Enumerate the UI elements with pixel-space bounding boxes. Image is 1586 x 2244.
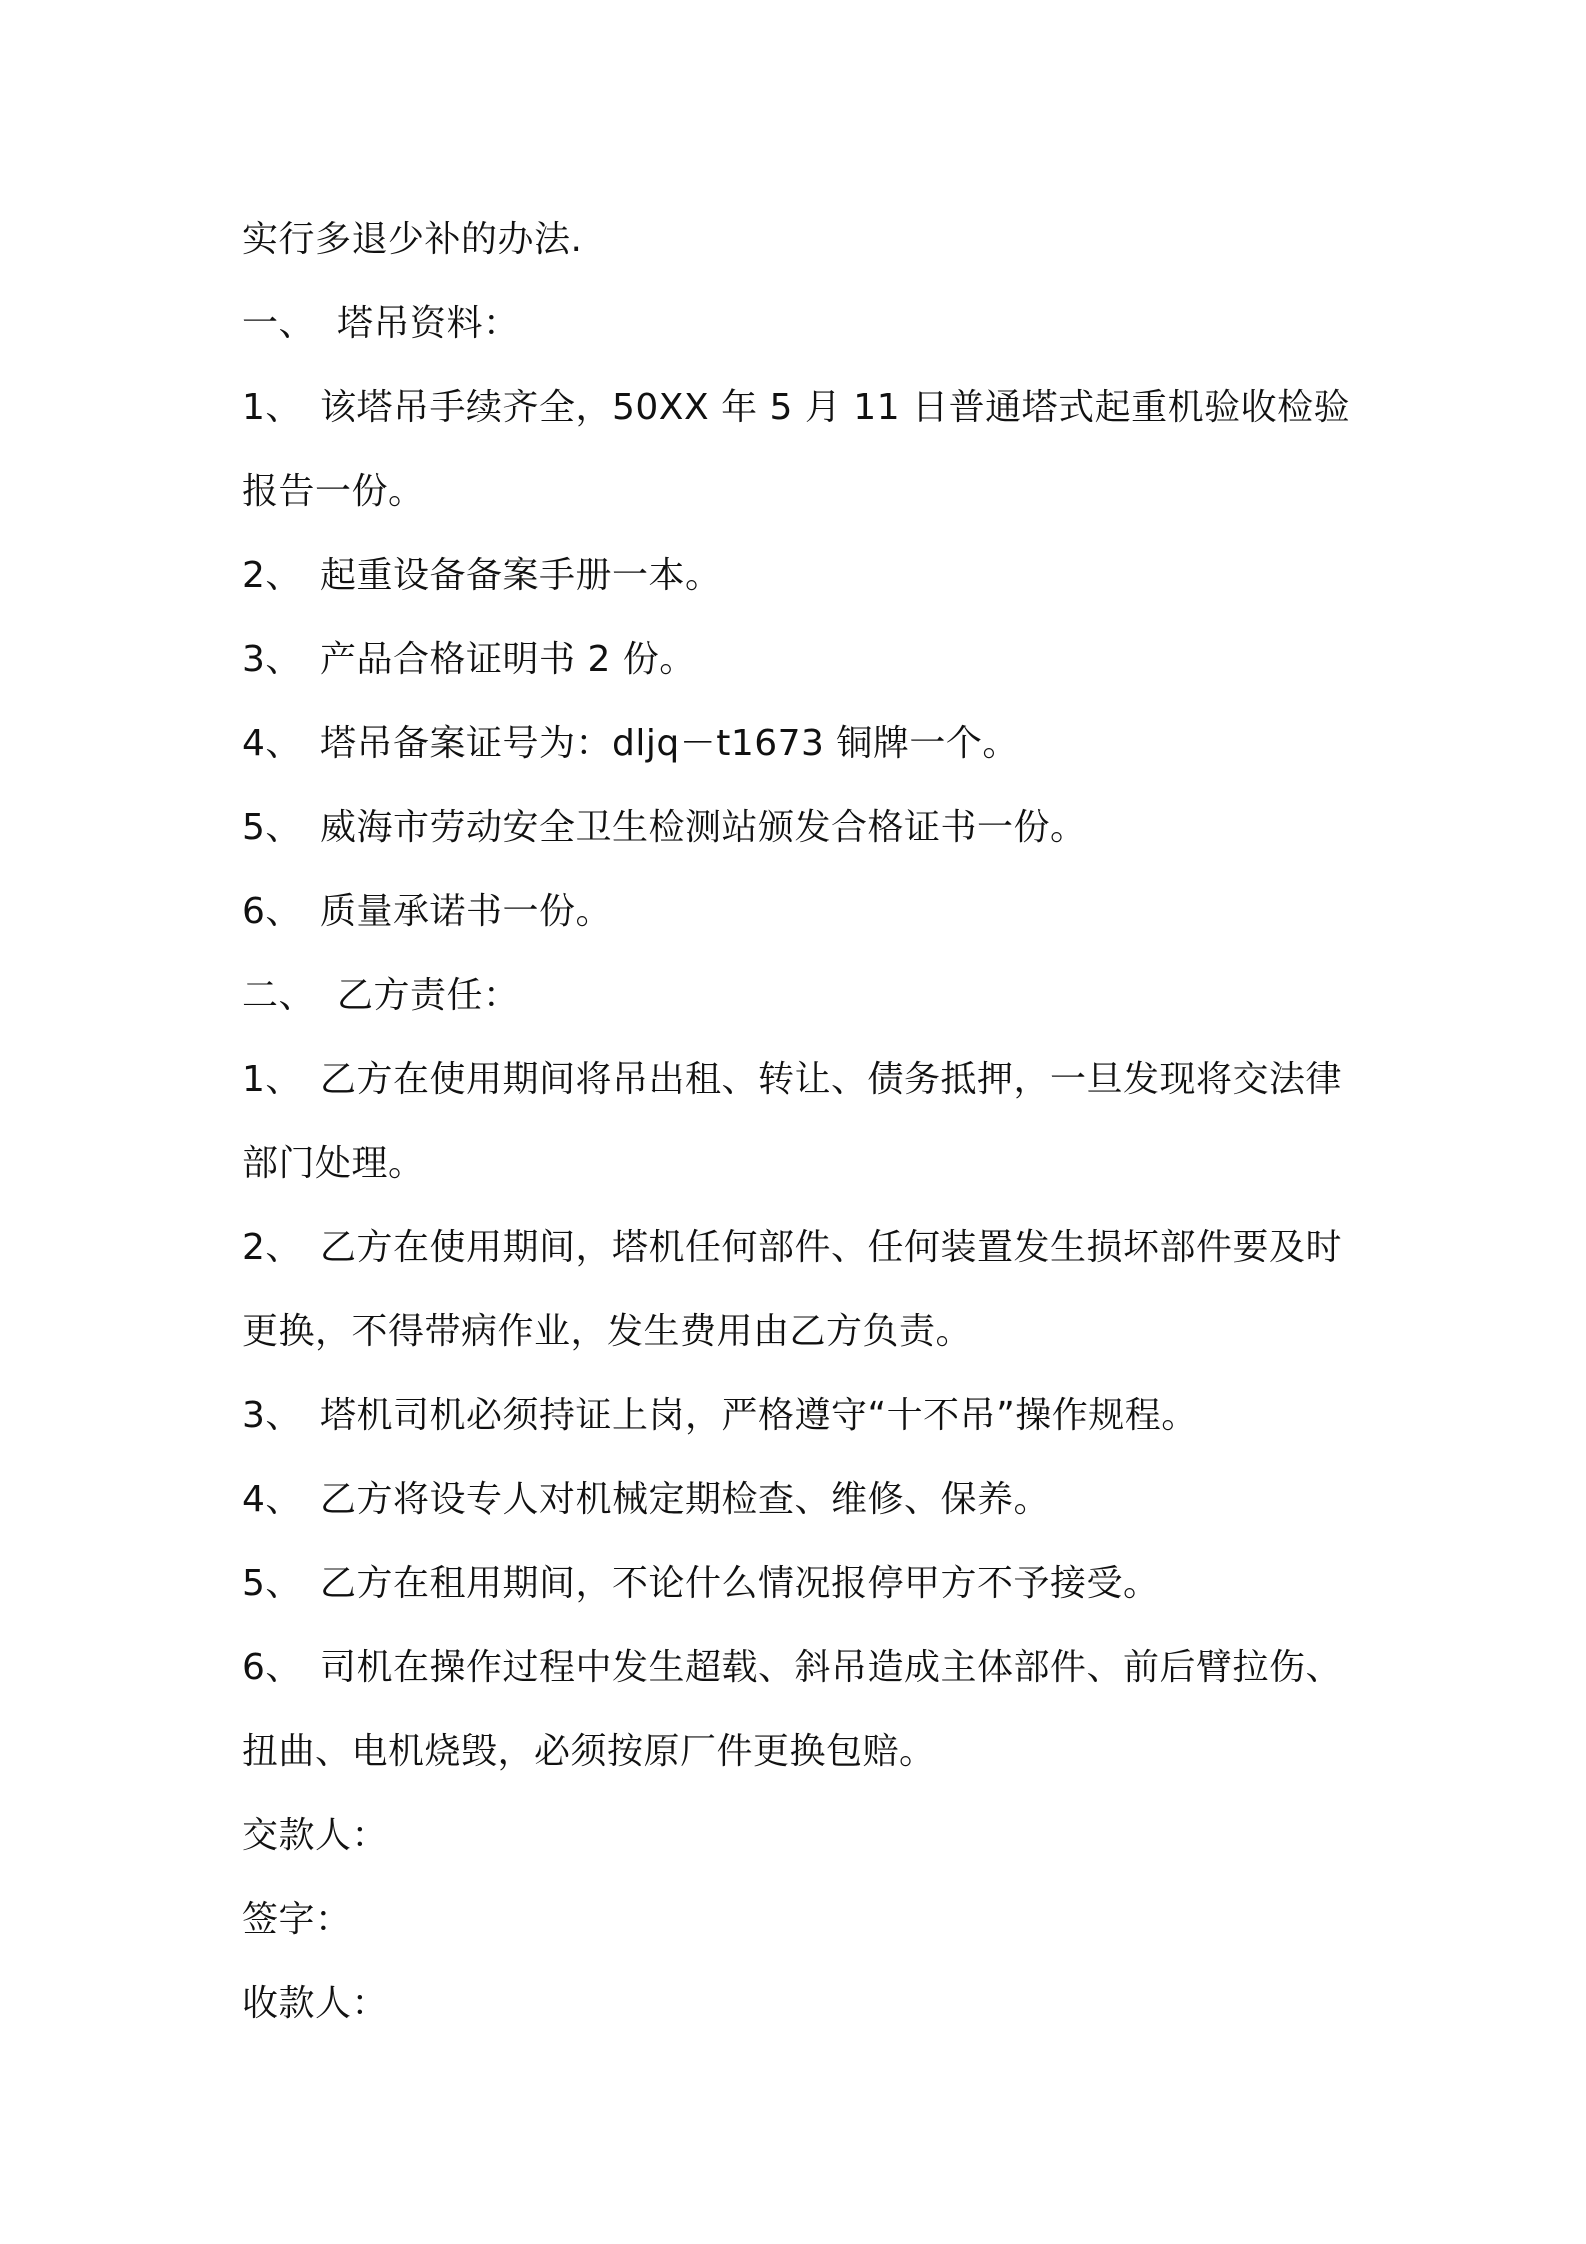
item-text: 起重设备备案手册一本。 xyxy=(320,555,722,596)
item-text: 产品合格证明书 2 份。 xyxy=(320,639,696,680)
item-number: 5、 xyxy=(242,1563,302,1604)
payee-label: 收款人： xyxy=(242,1983,389,2024)
item-text: 乙方在租用期间，不论什么情况报停甲方不予接受。 xyxy=(320,1563,1160,1604)
item-number: 2、 xyxy=(242,555,302,596)
section-title: 塔吊资料： xyxy=(337,303,520,344)
section-title: 乙方责任： xyxy=(337,975,520,1016)
list-item xyxy=(242,1206,1362,1290)
item-text: 该塔吊手续齐全，50XX 年 5 月 11 日普通塔式起重机验收检验 xyxy=(320,387,1351,428)
list-item xyxy=(242,618,1362,702)
item-number: 3、 xyxy=(242,639,302,680)
list-item-continuation: 扭曲、电机烧毁，必须按原厂件更换包赔。 xyxy=(242,1731,936,1772)
item-text: 司机在操作过程中发生超载、斜吊造成主体部件、前后臂拉伤、 xyxy=(320,1647,1343,1688)
item-number: 1、 xyxy=(242,387,302,428)
item-number: 6、 xyxy=(242,1647,302,1688)
item-text: 乙方在使用期间，塔机任何部件、任何装置发生损坏部件要及时 xyxy=(320,1227,1343,1268)
item-number: 4、 xyxy=(242,1479,302,1520)
item-number: 2、 xyxy=(242,1227,302,1268)
item-number: 6、 xyxy=(242,891,302,932)
list-item-continuation: 报告一份。 xyxy=(242,471,425,512)
item-text: 乙方将设专人对机械定期检查、维修、保养。 xyxy=(320,1479,1051,1520)
list-item-continuation: 部门处理。 xyxy=(242,1143,425,1184)
item-number: 4、 xyxy=(242,723,302,764)
list-item xyxy=(242,786,1362,870)
intro-text: 实行多退少补的办法. xyxy=(242,219,583,260)
item-text: 质量承诺书一份。 xyxy=(320,891,613,932)
item-text: 乙方在使用期间将吊出租、转让、债务抵押，一旦发现将交法律 xyxy=(320,1059,1343,1100)
list-item xyxy=(242,870,1362,954)
list-item xyxy=(242,1374,1362,1458)
list-item xyxy=(242,534,1362,618)
list-item xyxy=(242,702,1362,786)
list-item xyxy=(242,1458,1362,1542)
section-heading-2 xyxy=(242,954,1362,1038)
section-number: 二、 xyxy=(242,975,316,1016)
signature-label: 签字： xyxy=(242,1899,352,1940)
item-number: 5、 xyxy=(242,807,302,848)
section-number: 一、 xyxy=(242,303,316,344)
payer-label: 交款人： xyxy=(242,1815,389,1856)
item-number: 3、 xyxy=(242,1395,302,1436)
list-item-continuation: 更换，不得带病作业，发生费用由乙方负责。 xyxy=(242,1311,973,1352)
item-text: 威海市劳动安全卫生检测站颁发合格证书一份。 xyxy=(320,807,1087,848)
item-text: 塔吊备案证号为：dljq－t1673 铜牌一个。 xyxy=(320,723,1019,764)
list-item xyxy=(242,366,1362,450)
list-item xyxy=(242,1542,1362,1626)
section-heading-1 xyxy=(242,282,1362,366)
item-text: 塔机司机必须持证上岗，严格遵守“十不吊”操作规程。 xyxy=(320,1395,1198,1436)
list-item xyxy=(242,1626,1362,1710)
document-body xyxy=(242,198,1362,2046)
list-item xyxy=(242,1038,1362,1122)
item-number: 1、 xyxy=(242,1059,302,1100)
